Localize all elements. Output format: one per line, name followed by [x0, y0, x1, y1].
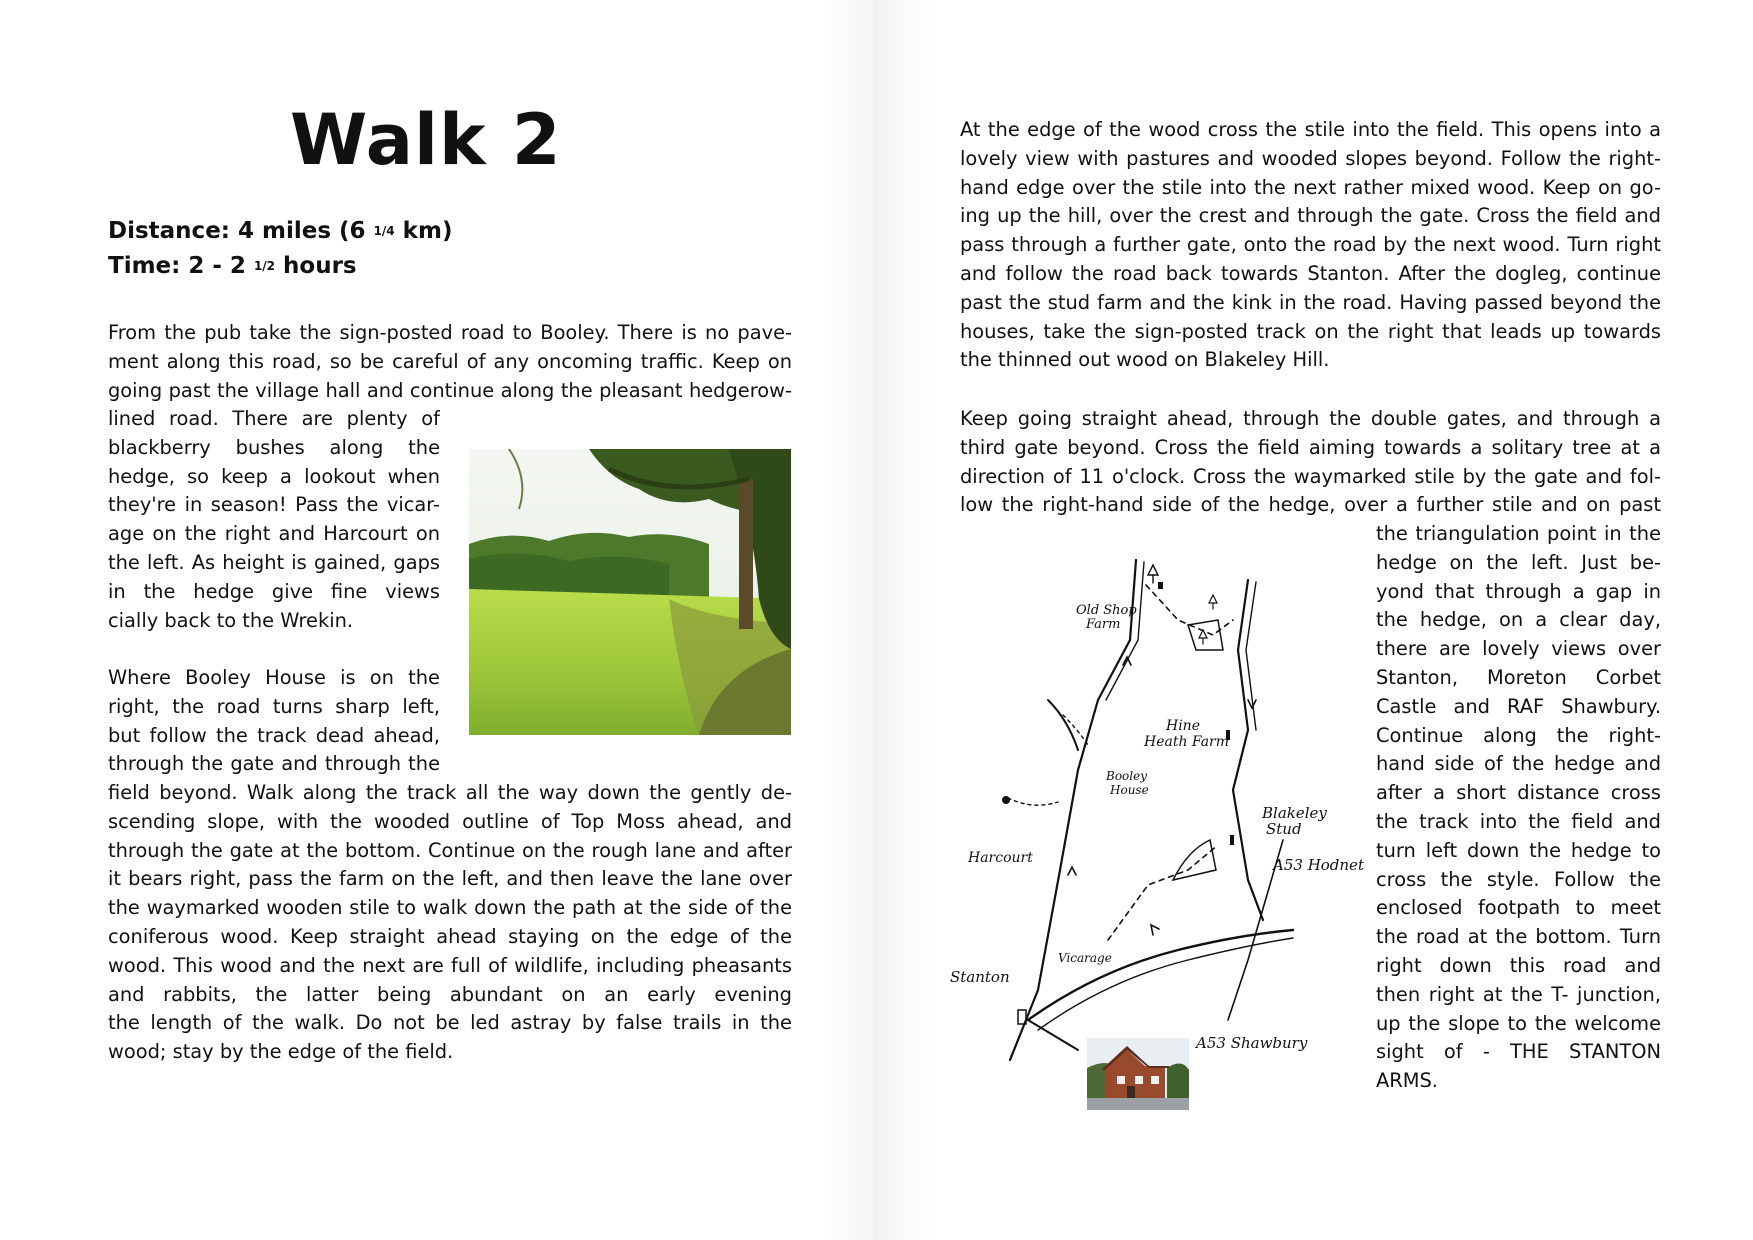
text-line: wood. This wood and the next are full of wildlife, including pheasants	[108, 953, 792, 977]
distance-unit: km)	[394, 218, 453, 244]
map-label: Heath Farm	[1144, 734, 1230, 750]
text-line: enclosed footpath to meet	[1376, 896, 1661, 920]
left-para1-full	[108, 319, 792, 405]
text-line: hedge, so keep a lookout when	[108, 464, 440, 488]
text-line: up the slope to the welcome	[1376, 1011, 1661, 1035]
text-line: low the right-hand side of the hedge, over a further stile and on past	[960, 493, 1661, 517]
text-line: From the pub take the sign-posted road to Booley. There is no pave-	[108, 321, 792, 344]
text-line: blackberry bushes along the	[108, 435, 440, 459]
text-line: right, the road turns sharp left,	[108, 694, 440, 718]
text-line: scending slope, with the wooded outline of Top Moss ahead, and	[108, 809, 792, 833]
hedgerow-photo	[469, 449, 791, 735]
text-line: hand edge over the stile into the next rather mixed wood. Keep on go-	[960, 175, 1661, 199]
text-line: Continue along the right-	[1376, 723, 1661, 747]
distance-fraction: 1/4	[373, 224, 395, 238]
tree-icon	[1209, 595, 1217, 609]
text-line: hedge on the left. Just be-	[1376, 550, 1661, 574]
road-stanton-south	[1028, 1020, 1078, 1050]
text-line: sight of - THE STANTON	[1376, 1040, 1661, 1064]
time-line	[108, 249, 452, 284]
text-line: At the edge of the wood cross the stile into the field. This opens into a	[960, 118, 1661, 141]
text-line: past the stud farm and the kink in the road. Having passed beyond the	[960, 290, 1661, 314]
text-line: pass through a further gate, onto the road by the next wood. Turn right	[960, 233, 1661, 257]
text-line: third gate beyond. Cross the field aiming towards a solitary tree at a	[960, 435, 1661, 459]
text-line: turn left down the hedge to	[1376, 838, 1661, 862]
map-label: Booley	[1106, 769, 1147, 783]
footpath-south	[1108, 845, 1218, 940]
text-line: the hedge, on a clear day,	[1376, 608, 1661, 632]
route-map	[948, 540, 1368, 1100]
road-east-edge	[1246, 582, 1256, 730]
text-line: after a short distance cross	[1376, 781, 1661, 805]
left-para1-wrapped	[108, 405, 440, 635]
map-label: Stud	[1266, 820, 1302, 838]
text-line: there are lovely views over	[1376, 637, 1661, 661]
map-label: Vicarage	[1058, 951, 1112, 965]
text-line: the triangulation point in the	[1376, 522, 1661, 545]
map-label: Farm	[1086, 617, 1121, 632]
text-line: coniferous wood. Keep straight ahead staying on the edge of the	[108, 924, 792, 948]
text-line: but follow the track dead ahead,	[108, 723, 440, 747]
text-line: cross the style. Follow the	[1376, 867, 1661, 891]
map-label: A53 Shawbury	[1196, 1034, 1308, 1052]
road-east	[1233, 580, 1263, 920]
text-line: Castle and RAF Shawbury.	[1376, 694, 1661, 718]
distance-line	[108, 214, 452, 249]
distance-text: Distance: 4 miles (6	[108, 218, 366, 244]
text-line: ment along this road, so be careful of any oncoming traffic. Keep on	[108, 349, 792, 373]
right-para1	[960, 116, 1661, 375]
text-line: the road at the bottom. Turn	[1376, 925, 1661, 949]
time-text: Time: 2 - 2	[108, 253, 246, 279]
text-line: right down this road and	[1376, 953, 1661, 977]
text-line: going past the village hall and continue along the pleasant hedgerow-	[108, 378, 792, 402]
tree-icon	[1199, 630, 1207, 644]
text-line: they're in season! Pass the vicar-	[108, 493, 440, 517]
text-line: then right at the T- junction,	[1376, 982, 1661, 1006]
time-fraction: 1/2	[253, 259, 276, 273]
text-line: and follow the road back towards Stanton. After the dogleg, continue	[960, 261, 1661, 285]
text-line: cially back to the Wrekin.	[108, 608, 354, 632]
text-line: through the gate at the bottom. Continue on the rough lane and after	[108, 838, 792, 862]
text-line: hand side of the hedge and	[1376, 752, 1661, 776]
text-line: ARMS.	[1376, 1069, 1438, 1093]
text-line: direction of 11 o'clock. Cross the waymarked stile by the gate and fol-	[960, 464, 1661, 488]
building-icon	[1002, 796, 1010, 804]
map-label: Stanton	[950, 968, 1010, 986]
building-icon	[1230, 835, 1234, 845]
book-gutter	[820, 0, 932, 1240]
footpath-harcourt	[1008, 798, 1058, 805]
walk-summary	[108, 214, 452, 284]
map-label: Harcourt	[968, 850, 1033, 866]
lane-nw	[1048, 700, 1078, 750]
right-para2-full	[960, 405, 1661, 520]
map-label: Blakeley	[1262, 804, 1327, 822]
text-line: the track into the field and	[1376, 809, 1661, 833]
left-para2-full	[108, 779, 792, 1067]
text-line: Keep going straight ahead, through the double gates, and through a	[960, 407, 1661, 430]
text-line: field beyond. Walk along the track all the way down the gently de-	[108, 781, 792, 804]
map-label: House	[1110, 783, 1149, 797]
text-line: ing up the hill, over the crest and through the gate. Cross the field and	[960, 204, 1661, 228]
text-line: age on the right and Harcourt on	[108, 522, 440, 546]
time-unit: hours	[275, 253, 357, 279]
left-para2-wrapped	[108, 664, 440, 779]
right-para2-wrapped	[1376, 520, 1661, 1096]
map-label: Old Shop	[1076, 603, 1137, 618]
text-line: the thinned out wood on Blakeley Hill.	[960, 348, 1330, 372]
text-line: in the hedge give fine views	[108, 579, 440, 603]
text-line: wood; stay by the edge of the field.	[108, 1040, 454, 1064]
arrow-icon	[1151, 925, 1159, 935]
text-line: and rabbits, the latter being abundant on an early evening	[108, 982, 792, 1006]
text-line: the left. As height is gained, gaps	[108, 550, 440, 574]
stanton-arms-photo	[1087, 1038, 1189, 1110]
text-line: the waymarked wooden stile to walk down the path at the side of the	[108, 896, 792, 920]
text-line: it bears right, pass the farm on the left, and then leave the lane over	[108, 867, 792, 891]
map-label: A53 Hodnet	[1273, 856, 1364, 874]
map-label: Hine	[1166, 718, 1200, 734]
text-line: through the gate and through the	[108, 752, 440, 776]
building-icon	[1158, 582, 1163, 589]
text-line: the length of the walk. Do not be led astray by false trails in the	[108, 1011, 792, 1035]
text-line: Stanton, Moreton Corbet	[1376, 665, 1661, 689]
walk-title: Walk 2	[290, 99, 562, 181]
text-line: Where Booley House is on the	[108, 666, 440, 689]
text-line: lovely view with pastures and wooded slopes beyond. Follow the right-	[960, 146, 1661, 170]
text-line: yond that through a gap in	[1376, 579, 1661, 603]
arrow-icon	[1068, 867, 1076, 875]
text-line: houses, take the sign-posted track on the right that leads up towards	[960, 319, 1661, 343]
text-line: lined road. There are plenty of	[108, 407, 440, 430]
tree-icon	[1148, 565, 1158, 583]
